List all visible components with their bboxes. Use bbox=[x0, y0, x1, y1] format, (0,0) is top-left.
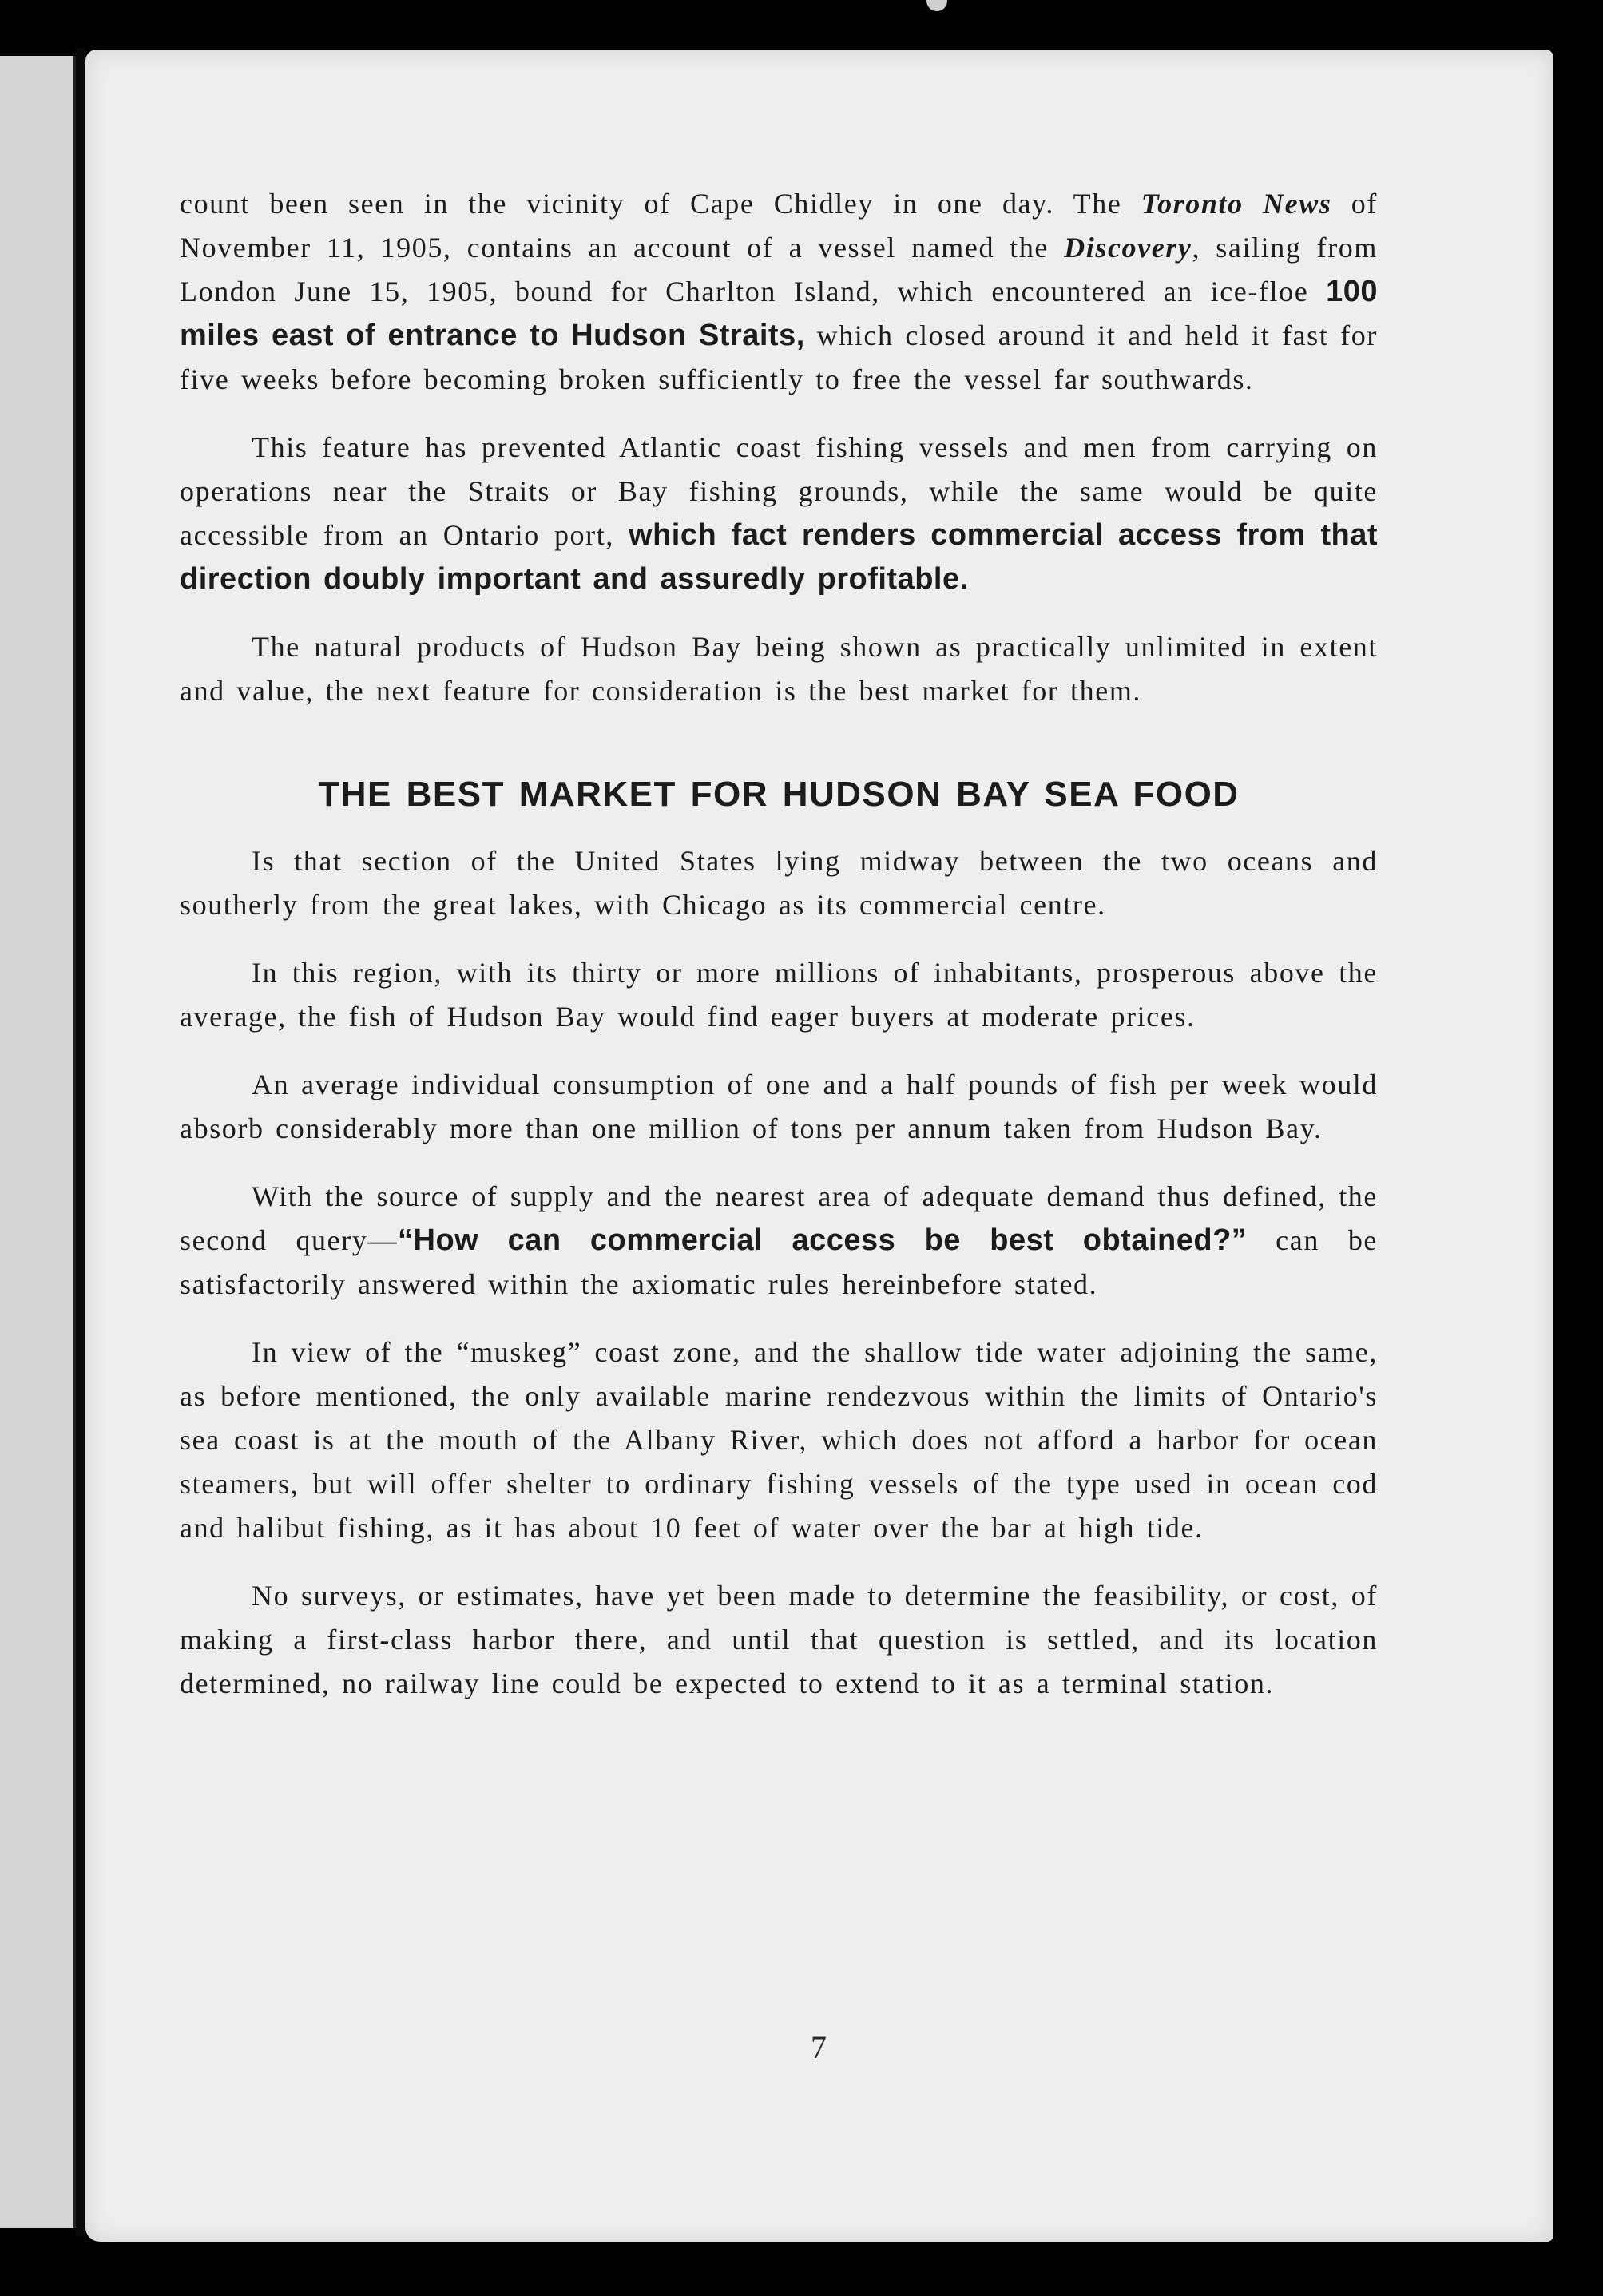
paragraph-1 bbox=[180, 182, 1378, 402]
paragraph-3: The natural products of Hudson Bay being shown as practically unlimited in extent and value, the next feature for consideration is the best market for them. bbox=[180, 631, 1378, 707]
paragraph-8: In view of the “muskeg” coast zone, and the shallow tide water adjoining the same, as before mentioned, the only available marine rendezvous within the limits of Ontario's sea coast is at the mouth of the Albany River, which does not afford a harbor for ocean steamers, but will offer shelter to ordinary fishing vessels of the type used in ocean cod and halibut fishing, as it has about 10 feet of water over the bar at high tide. bbox=[180, 1336, 1378, 1544]
book-binding-gap bbox=[76, 48, 85, 2236]
vessel-name: Discovery bbox=[1064, 232, 1192, 264]
paragraph-9: No surveys, or estimates, have yet been made to determine the feasibility, or cost, of making a first-class harbor there, and until that question is settled, and its location determined, no railway line could be expected to extend to it as a terminal station. bbox=[180, 1580, 1378, 1699]
page-text-body bbox=[180, 182, 1378, 1730]
paragraph-2 bbox=[180, 426, 1378, 601]
paragraph-1-emphasis: 100 miles east of entrance to Hudson Straits, bbox=[180, 275, 1378, 352]
paragraph-1-text-a: count been seen in the vicinity of Cape Chidley in one day. The bbox=[180, 188, 1141, 220]
paragraph-6: An average individual consumption of one and a half pounds of fish per week would absorb considerably more than one million of tons per annum taken from Hudson Bay. bbox=[180, 1069, 1378, 1144]
page-number: 7 bbox=[811, 2029, 827, 2065]
paragraph-1-text-g: which closed around it and held it fast for five weeks before becoming broken sufficiently to free the vessel far southwards. bbox=[180, 319, 1378, 395]
paragraph-4: Is that section of the United States lying midway between the two oceans and southerly from the great lakes, with Chicago as its commercial centre. bbox=[180, 845, 1378, 921]
paragraph-7-text-c: can be satisfactorily answered within the axiomatic rules hereinbefore stated. bbox=[180, 1224, 1378, 1300]
paragraph-7-emphasis: “How can commercial access be best obtained?” bbox=[398, 1223, 1248, 1257]
paragraph-5: In this region, with its thirty or more millions of inhabitants, prosperous above the average, the fish of Hudson Bay would find eager buyers at moderate prices. bbox=[180, 957, 1378, 1033]
paragraph-2-text-a: This feature has prevented Atlantic coast fishing vessels and men from carrying on operations near the Straits or Bay fishing grounds, while the same would be quite accessible from an Ontario port, bbox=[180, 431, 1378, 551]
adjacent-page-edge bbox=[0, 56, 76, 2228]
paragraph-7-text-a: With the source of supply and the nearest area of adequate demand thus defined, the second query— bbox=[180, 1180, 1378, 1256]
section-heading: THE BEST MARKET FOR HUDSON BAY SEA FOOD bbox=[318, 775, 1240, 814]
newspaper-title: Toronto News bbox=[1141, 188, 1332, 220]
scan-mark bbox=[926, 0, 947, 11]
paragraph-1-text-c: of November 11, 1905, contains an account of a vessel named the bbox=[180, 188, 1378, 264]
paragraph-1-text-e: , sailing from London June 15, 1905, bound for Charlton Island, which encountered an ice-floe bbox=[180, 232, 1378, 307]
paragraph-7 bbox=[180, 1175, 1378, 1307]
paragraph-2-emphasis: which fact renders commercial access from that direction doubly important and assuredly profitable. bbox=[180, 518, 1378, 596]
